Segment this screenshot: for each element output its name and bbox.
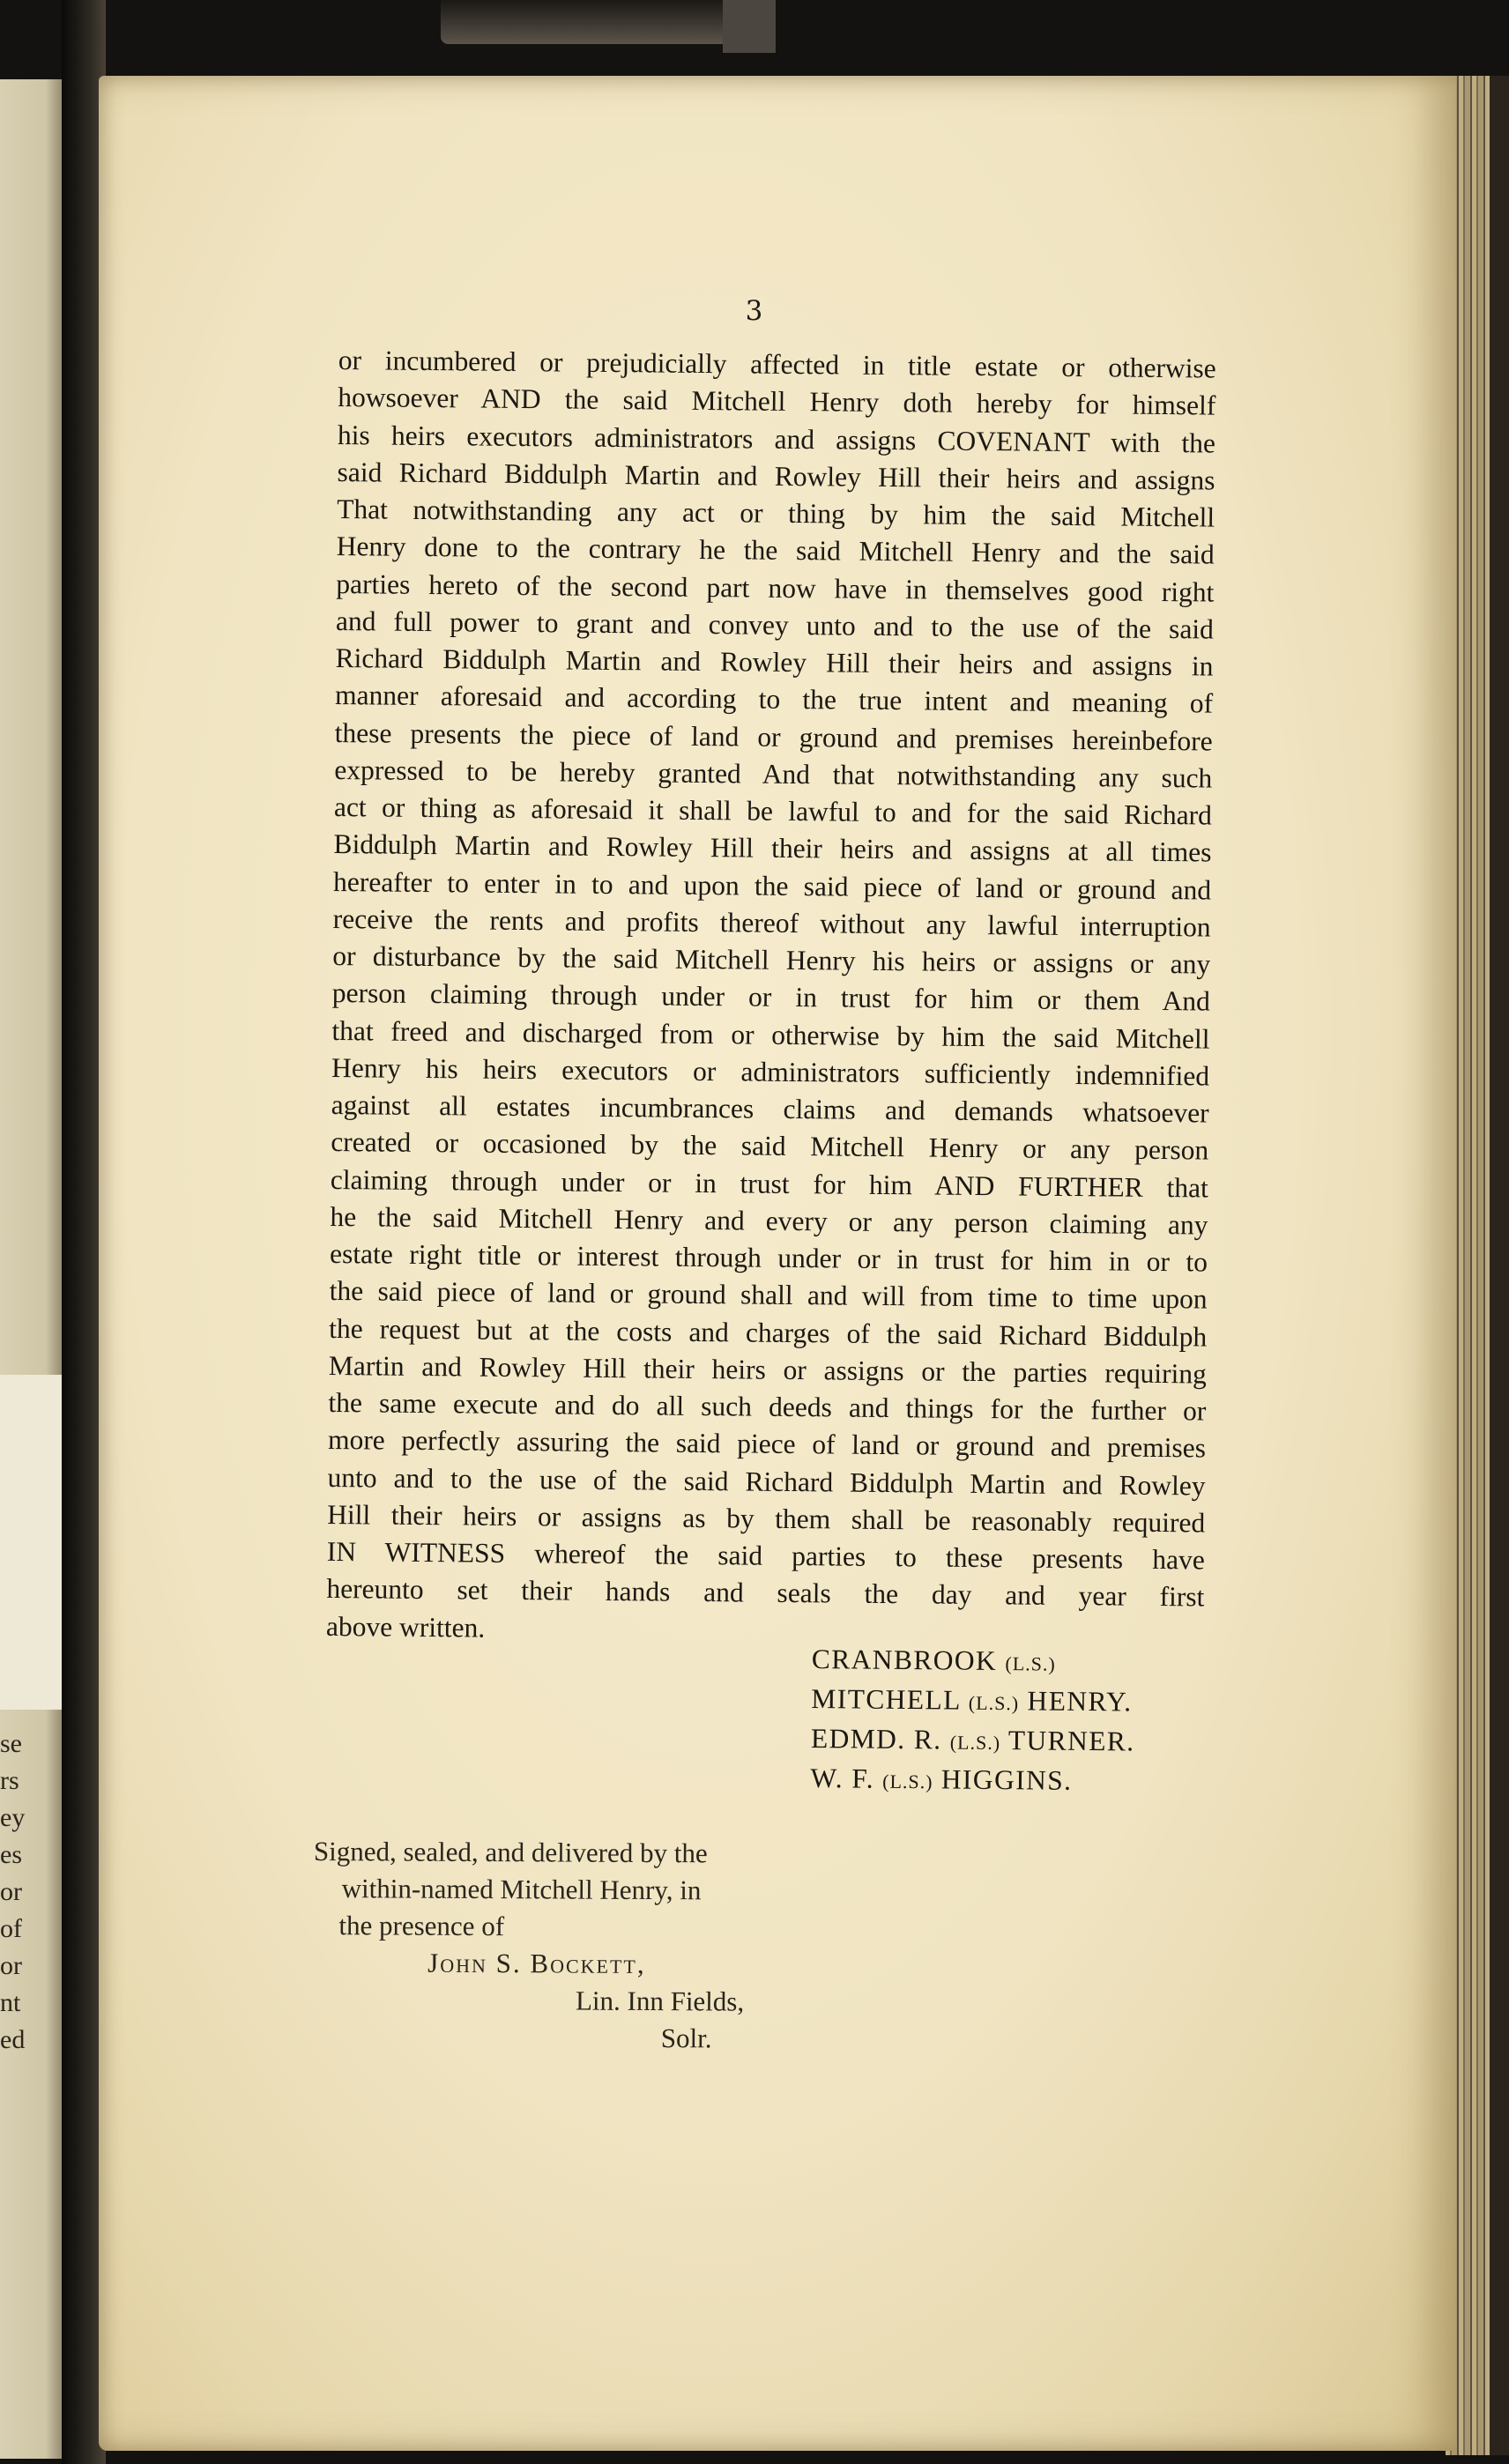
body-line: expressed to be hereby granted And that notwithstanding any such [334,753,1213,794]
left-fragment: or [0,1951,22,1980]
body-line: he the said Mitchell Henry and every or any person claiming any [330,1200,1208,1241]
left-page-edge [0,79,65,2459]
body-line: act or thing as aforesaid it shall be lawful to and for the said Richard [333,790,1213,831]
signature-line-henry [811,1681,1135,1724]
signature-name: CRANBROOK [811,1643,998,1677]
signature-name: MITCHELL [811,1682,961,1716]
body-line: Biddulph Martin and Rowley Hill their heirs and assigns at all times [333,828,1212,868]
seal-mark: (L.S.) [1005,1652,1056,1675]
body-line: claiming through under or in trust for him AND FURTHER that [330,1163,1209,1204]
attestation-line: within-named Mitchell Henry, in [341,1873,702,1906]
body-line: the request but at the costs and charges of the said Richard Biddulph [329,1312,1208,1353]
body-line: Henry done to the contrary he the said Mitchell Henry and the said [336,531,1215,570]
seal-mark: (L.S.) [882,1770,933,1793]
body-line: Martin and Rowley Hill their heirs or assigns or the parties requiring [328,1349,1207,1390]
left-fragment: ed [0,2025,26,2054]
body-line: hereafter to enter in to and upon the said piece of land or ground and [332,865,1212,906]
signature-line-turner [811,1720,1135,1763]
signature-line-cranbrook [812,1641,1136,1684]
body-line: the said piece of land or ground shall and will from time to time upon [329,1275,1208,1315]
left-page-fragments [0,1726,62,2059]
body-line: estate right title or interest through under or in trust for him in or to [329,1237,1208,1278]
page-number: 3 [745,295,764,327]
signature-block [810,1641,1135,1803]
signature-surname: HENRY. [1027,1685,1133,1718]
body-line: or disturbance by the said Mitchell Henry his heirs or assigns or any [332,939,1211,980]
body-line: person claiming through under or in trust for him or them And [331,977,1211,1017]
deed-body-text [326,342,1216,1653]
body-line: parties hereto of the second part now have in themselves good right [336,568,1215,608]
witness-address: Lin. Inn Fields, [575,1985,745,2017]
seal-mark: (L.S.) [968,1691,1020,1715]
body-line: these presents the piece of land or ground and premises hereinbefore [334,716,1213,757]
witness-name: John S. Bockett, [427,1947,646,1979]
body-line: Hill their heirs or assigns as by them shall be reasonably required [327,1498,1206,1539]
left-fragment: ey [0,1803,26,1832]
left-fragment: nt [0,1988,21,2017]
book-cover-edge [1490,76,1509,2455]
attestation-line: Signed, sealed, and delivered by the [313,1836,708,1869]
witness-title: Solr. [660,2022,712,2054]
left-fragment: of [0,1914,22,1943]
body-line: created or occasioned by the said Mitchell Henry or any person [331,1126,1209,1166]
left-page-band [0,1375,65,1710]
signature-surname: TURNER. [1007,1725,1135,1757]
signature-name: W. F. [810,1762,875,1794]
body-line: or incumbered or prejudicially affected in title estate or otherwise [338,344,1216,384]
body-line: and full power to grant and convey unto and to the use of the said [335,605,1215,645]
left-fragment: or [0,1877,22,1906]
attestation-line: the presence of [338,1910,505,1942]
body-line: That notwithstanding any act or thing by him the said Mitchell [337,493,1215,533]
left-fragment: es [0,1840,22,1869]
seal-mark: (L.S.) [949,1731,1001,1755]
body-line: IN WITNESS whereof the said parties to these presents have [326,1535,1205,1576]
body-line: hereunto set their hands and seals the day and year first [326,1573,1205,1613]
body-line: against all estates incumbrances claims and demands whatsoever [331,1088,1209,1129]
body-line: the same execute and do all such deeds and things for the further or [328,1386,1207,1427]
body-line: his heirs executors administrators and assigns COVENANT with the [337,419,1216,459]
attestation-clause [313,1833,745,2057]
body-line: said Richard Biddulph Martin and Rowley Hill their heirs and assigns [337,456,1215,496]
body-line: that freed and discharged from or otherwise by him the said Mitchell [331,1014,1210,1055]
signature-name: EDMD. R. [810,1722,942,1755]
body-line: manner aforesaid and according to the true intent and meaning of [334,679,1214,719]
body-line: receive the rents and profits thereof without any lawful interruption [332,902,1211,943]
body-line: Henry his heirs executors or administrators sufficiently indemnified [331,1051,1210,1092]
signature-surname: HIGGINS. [940,1763,1073,1796]
body-line: more perfectly assuring the said piece of land or ground and premises [327,1424,1207,1464]
left-fragment: rs [0,1766,19,1795]
top-binding-tab [723,0,776,53]
body-line: unto and to the use of the said Richard Biddulph Martin and Rowley [327,1461,1206,1502]
left-fragment: se [0,1729,22,1758]
body-line: howsoever AND the said Mitchell Henry doth hereby for himself [338,382,1216,421]
body-line: above written. [325,1610,486,1644]
signature-line-higgins [810,1760,1134,1803]
body-line: Richard Biddulph Martin and Rowley Hill their heirs and assigns in [335,642,1214,682]
